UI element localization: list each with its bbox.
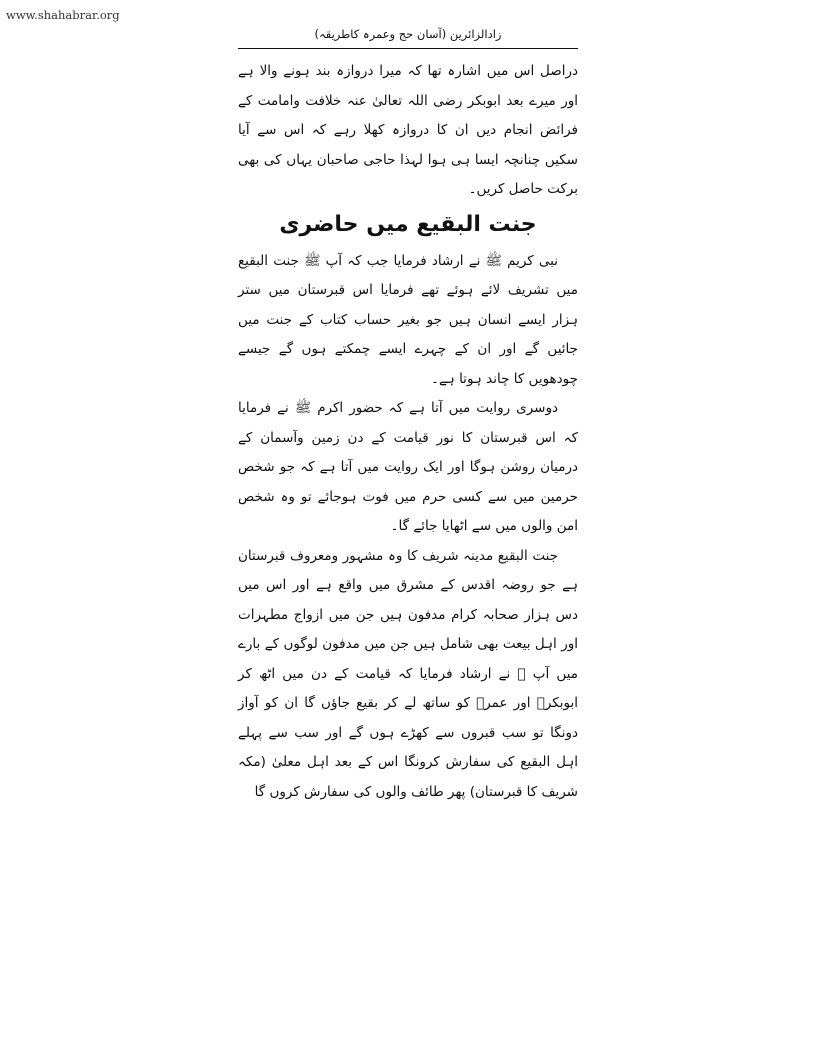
book-page (238, 24, 578, 807)
paragraph-hadith-seventy-thousand: نبی کریم ﷺ نے ارشاد فرمایا جب کہ آپ ﷺ جنت البقیع میں تشریف لائے ہوئے تھے فرمایا اس قبرستان میں ستر ہزار ایسے انسان ہیں جو بغیر حساب کتاب کے جنت میں جائیں گے اور ان کے چہرے ایسے چمکتے ہوں گے جیسے چودھویں کا چاند ہوتا ہے۔ (238, 252, 578, 387)
site-watermark: www.shahabrar.org (6, 8, 120, 22)
running-header: زادالزائرین (آسان حج وعمرہ کاطریقہ) (238, 24, 578, 49)
paragraph-second-narration: دوسری روایت میں آتا ہے کہ حضور اکرم ﷺ نے فرمایا کہ اس قبرستان کا نور قیامت کے دن زمین وآسمان کے درمیان روشن ہوگا اور ایک روایت میں آتا ہے کہ جو شخص حرمین میں سے کسی حرم میں فوت ہوجائے تو وہ شخص امن والوں میں سے اٹھایا جائے گا۔ (238, 400, 578, 534)
intro-paragraph: دراصل اس میں اشارہ تھا کہ میرا دروازہ بند ہونے والا ہے اور میرے بعد ابوبکر رضی اللہ تعالیٰ عنہ خلافت وامامت کے فرائض انجام دیں ان کا دروازہ کھلا رہے کہ اس سے آیا سکیں چنانچہ ایسا ہی ہوا لہذا حاجی صاحبان یہاں کی بھی برکت حاصل کریں۔ (238, 63, 578, 197)
section-heading: جنت البقیع میں حاضری (279, 211, 537, 237)
paragraph-jannat-ul-baqi-description: جنت البقیع مدینہ شریف کا وہ مشہور ومعروف قبرستان ہے جو روضہ اقدس کے مشرق میں واقع ہے اور اس میں دس ہزار صحابہ کرام مدفون ہیں جن میں ازواج مطہرات اور اہل بیعت بھی شامل ہیں جن میں مدفون لوگوں کے بارے میں آپ ﷺ نے ارشاد فرمایا کہ قیامت کے دن میں اٹھ کر ابوبکرؓ اور عمرؓ کو ساتھ لے کر بقیع جاؤں گا ان کو آواز دونگا تو سب قبروں سے کھڑے ہوں گے اور سب سے پہلے اہل البقیع کی سفارش کرونگا اس کے بعد اہل معلیٰ (مکہ شریف کا قبرستان) پھر طائف والوں کی سفارش کروں گا (238, 547, 578, 800)
